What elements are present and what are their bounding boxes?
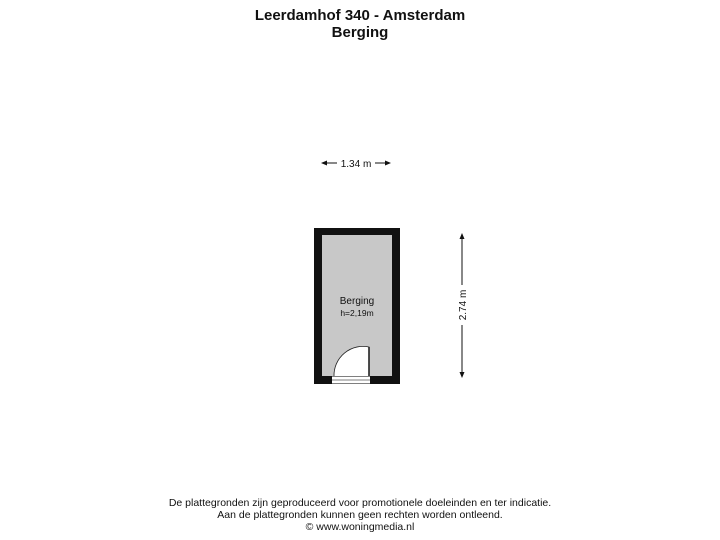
width-dimension [321, 159, 391, 170]
plan-title: Leerdamhof 340 - Amsterdam [254, 7, 466, 24]
width-dimension-label: 1.34 m [340, 159, 372, 170]
disclaimer-line-2: Aan de plattegronden kunnen geen rechten worden ontleend. [217, 509, 503, 521]
copyright-line: © www.woningmedia.nl [305, 521, 415, 533]
room-name-label: Berging [339, 296, 375, 307]
length-arrow-bottom-icon [460, 372, 465, 378]
plan-subtitle: Berging [331, 24, 389, 41]
room-berging [314, 228, 400, 384]
width-arrow-right-icon [385, 161, 391, 166]
width-arrow-left-icon [321, 161, 327, 166]
length-dimension [458, 233, 469, 378]
disclaimer-line-1: De plattegronden zijn geproduceerd voor promotionele doeleinden en ter indicatie. [168, 497, 552, 509]
length-arrow-top-icon [460, 233, 465, 239]
room-height-label: h=2,19m [340, 308, 374, 318]
length-dimension-label: 2.74 m [458, 289, 469, 321]
